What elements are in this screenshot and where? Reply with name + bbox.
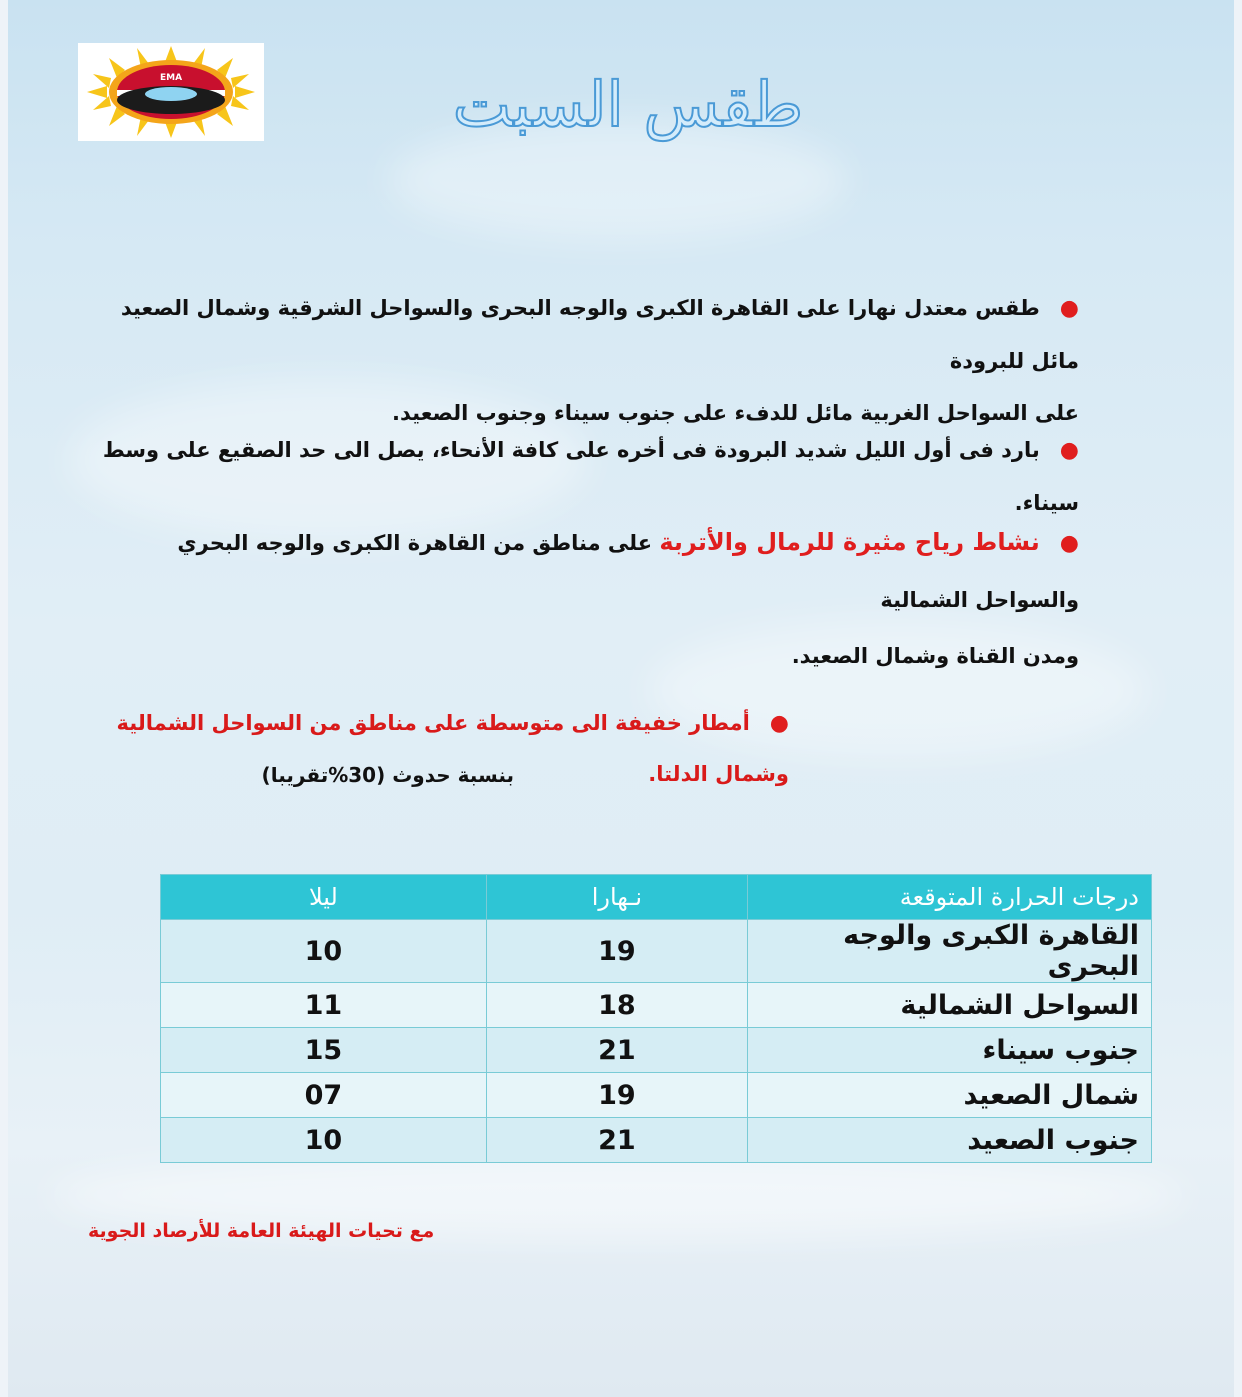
bullet-text: على السواحل الغربية مائل للدفء على جنوب سيناء وجنوب الصعيد. — [392, 401, 1079, 425]
rain-text: أمطار خفيفة الى متوسطة على مناطق من السواحل الشمالية وشمال الدلتا. — [116, 711, 789, 786]
temperature-table — [160, 874, 1152, 1163]
header-region: درجات الحرارة المتوقعة — [747, 875, 1151, 920]
night-temp-cell: 07 — [161, 1073, 487, 1118]
bullet-dot-icon: ● — [1059, 438, 1079, 463]
table-row — [161, 1073, 1152, 1118]
region-cell: القاهرة الكبرى والوجه البحرى — [747, 920, 1151, 983]
bullet-dot-icon: ● — [1059, 296, 1079, 321]
ema-sun-logo-icon — [78, 43, 264, 141]
bullet-line — [69, 514, 1079, 628]
day-temp-cell: 19 — [486, 920, 747, 983]
forecast-bullet-3 — [69, 514, 1079, 684]
table-row — [161, 920, 1152, 983]
night-temp-cell: 15 — [161, 1028, 487, 1073]
bullet-text: ومدن القناة وشمال الصعيد. — [791, 644, 1079, 668]
night-temp-cell: 11 — [161, 983, 487, 1028]
bullet-text: طقس معتدل نهارا على القاهرة الكبرى والوجه البحرى والسواحل الشرقية وشمال الصعيد مائل للبرودة — [120, 296, 1079, 373]
header-day: نـهارا — [486, 875, 747, 920]
bullet-line — [69, 628, 1079, 684]
ema-logo — [78, 43, 264, 141]
bullet-text: على مناطق من القاهرة الكبرى والوجه البحري والسواحل الشمالية — [177, 531, 1079, 612]
day-temp-cell: 21 — [486, 1028, 747, 1073]
table-row — [161, 983, 1152, 1028]
night-temp-cell: 10 — [161, 920, 487, 983]
region-cell: السواحل الشمالية — [747, 983, 1151, 1028]
bullet-text: بارد فى أول الليل شديد البرودة فى أخره على كافة الأنحاء، يصل الى حد الصقيع على وسط سيناء. — [102, 438, 1079, 515]
table-row — [161, 1028, 1152, 1073]
page-title: طقس السبت — [452, 68, 804, 141]
bullet-line — [79, 282, 1079, 387]
header-night: ليلا — [161, 875, 487, 920]
bullet-dot-icon: ● — [1059, 531, 1079, 556]
night-temp-cell: 10 — [161, 1118, 487, 1163]
day-temp-cell: 19 — [486, 1073, 747, 1118]
day-temp-cell: 21 — [486, 1118, 747, 1163]
forecast-bullet-1 — [79, 282, 1079, 439]
region-cell: جنوب الصعيد — [747, 1118, 1151, 1163]
region-cell: شمال الصعيد — [747, 1073, 1151, 1118]
svg-text:EMA: EMA — [159, 73, 183, 83]
footer-signature: مع تحيات الهيئة العامة للأرصاد الجوية — [88, 1220, 435, 1242]
rain-probability: بنسبة حدوث (30%تقريبا) — [261, 763, 514, 787]
bullet-highlight: نشاط رياح مثيرة للرمال والأتربة — [659, 528, 1040, 556]
day-temp-cell: 18 — [486, 983, 747, 1028]
region-cell: جنوب سيناء — [747, 1028, 1151, 1073]
bullet-dot-icon: ● — [769, 711, 789, 736]
table-row — [161, 1118, 1152, 1163]
table-header-row — [161, 875, 1152, 920]
forecast-page — [8, 0, 1234, 1397]
